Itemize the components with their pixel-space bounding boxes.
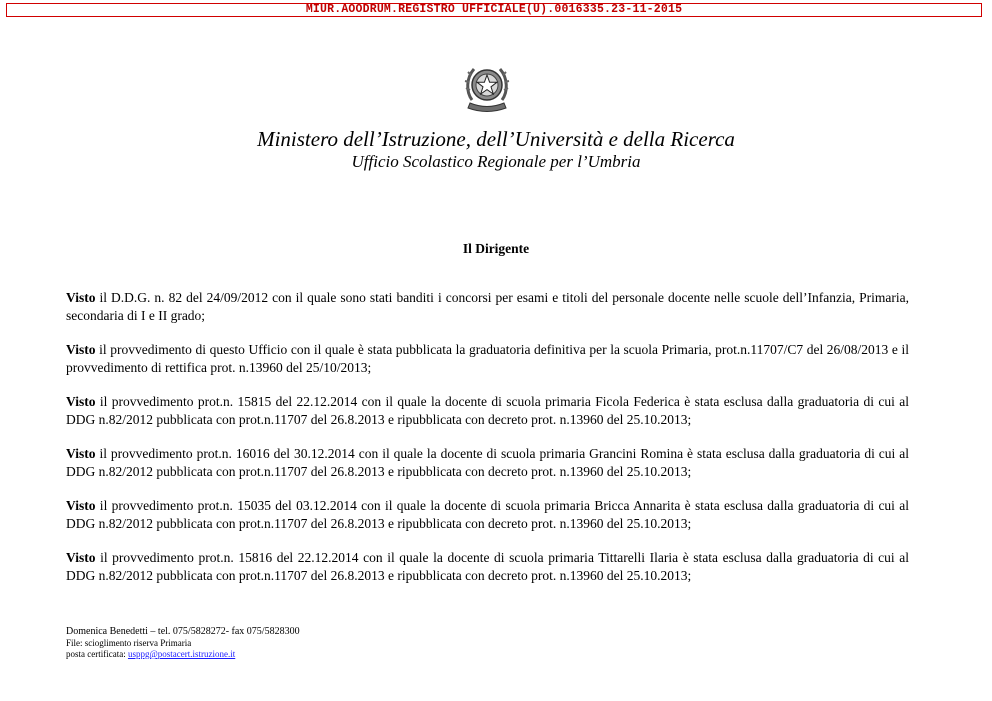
paragraph [66, 497, 909, 532]
paragraph-lead: Visto [66, 342, 96, 357]
paragraph [66, 341, 909, 376]
paragraph-lead: Visto [66, 498, 96, 513]
paragraph-text: il provvedimento prot.n. 15035 del 03.12.2014 con il quale la docente di scuola primaria Bricca Annarita è stata esclusa dalla graduatoria di cui al DDG n.82/2012 pubblicata con prot.n.11707 del 26.8.2013 e ripubblicata con decreto prot. n.13960 del 25.10.2013; [66, 498, 909, 531]
paragraph-text: il provvedimento prot.n. 16016 del 30.12.2014 con il quale la docente di scuola primaria Grancini Romina è stata esclusa dalla graduatoria di cui al DDG n.82/2012 pubblicata con prot.n.11707 del 26.8.2013 e ripubblicata con decreto prot. n.13960 del 25.10.2013; [66, 446, 909, 479]
paragraph-text: il provvedimento prot.n. 15816 del 22.12.2014 con il quale la docente di scuola primaria Tittarelli Ilaria è stata esclusa dalla graduatoria di cui al DDG n.82/2012 pubblicata con prot.n.11707 del 26.8.2013 e ripubblicata con decreto prot. n.13960 del 25.10.2013; [66, 550, 909, 583]
paragraph [66, 549, 909, 584]
italian-republic-emblem-icon [462, 60, 512, 114]
footer-pec [66, 649, 300, 660]
paragraph-lead: Visto [66, 550, 96, 565]
paragraph [66, 289, 909, 324]
paragraph-text: il D.D.G. n. 82 del 24/09/2012 con il quale sono stati banditi i concorsi per esami e titoli del personale docente nelle scuole dell’Infanzia, Primaria, secondaria di I e II grado; [66, 290, 909, 323]
document-heading: Il Dirigente [462, 241, 530, 256]
footer-contact: Domenica Benedetti – tel. 075/5828272- fax 075/5828300 [66, 626, 300, 637]
protocol-stamp: MIUR.AOODRUM.REGISTRO UFFICIALE(U).0016335.23-11-2015 [6, 3, 982, 17]
footer-file: File: scioglimento riserva Primaria [66, 638, 192, 648]
paragraph [66, 393, 909, 428]
document-body [66, 289, 909, 601]
paragraph-lead: Visto [66, 446, 96, 461]
paragraph-lead: Visto [66, 394, 96, 409]
ministry-name: Ministero dell’Istruzione, dell’Università e della Ricerca [257, 127, 735, 151]
paragraph-text: il provvedimento prot.n. 15815 del 22.12.2014 con il quale la docente di scuola primaria Ficola Federica è stata esclusa dalla graduatoria di cui al DDG n.82/2012 pubblicata con prot.n.11707 del 26.8.2013 e ripubblicata con decreto prot. n.13960 del 25.10.2013; [66, 394, 909, 427]
footer [66, 626, 300, 660]
pec-email-link[interactable]: usppg@postacert.istruzione.it [127, 649, 236, 659]
paragraph [66, 445, 909, 480]
paragraph-lead: Visto [66, 290, 96, 305]
regional-office-name: Ufficio Scolastico Regionale per l’Umbria [351, 152, 641, 171]
footer-pec-label: posta certificata: [66, 649, 128, 659]
paragraph-text: il provvedimento di questo Ufficio con il quale è stata pubblicata la graduatoria definitiva per la scuola Primaria, prot.n.11707/C7 del 26/08/2013 e il provvedimento di rettifica prot. n.13960 del 25/10/2013; [66, 342, 909, 375]
